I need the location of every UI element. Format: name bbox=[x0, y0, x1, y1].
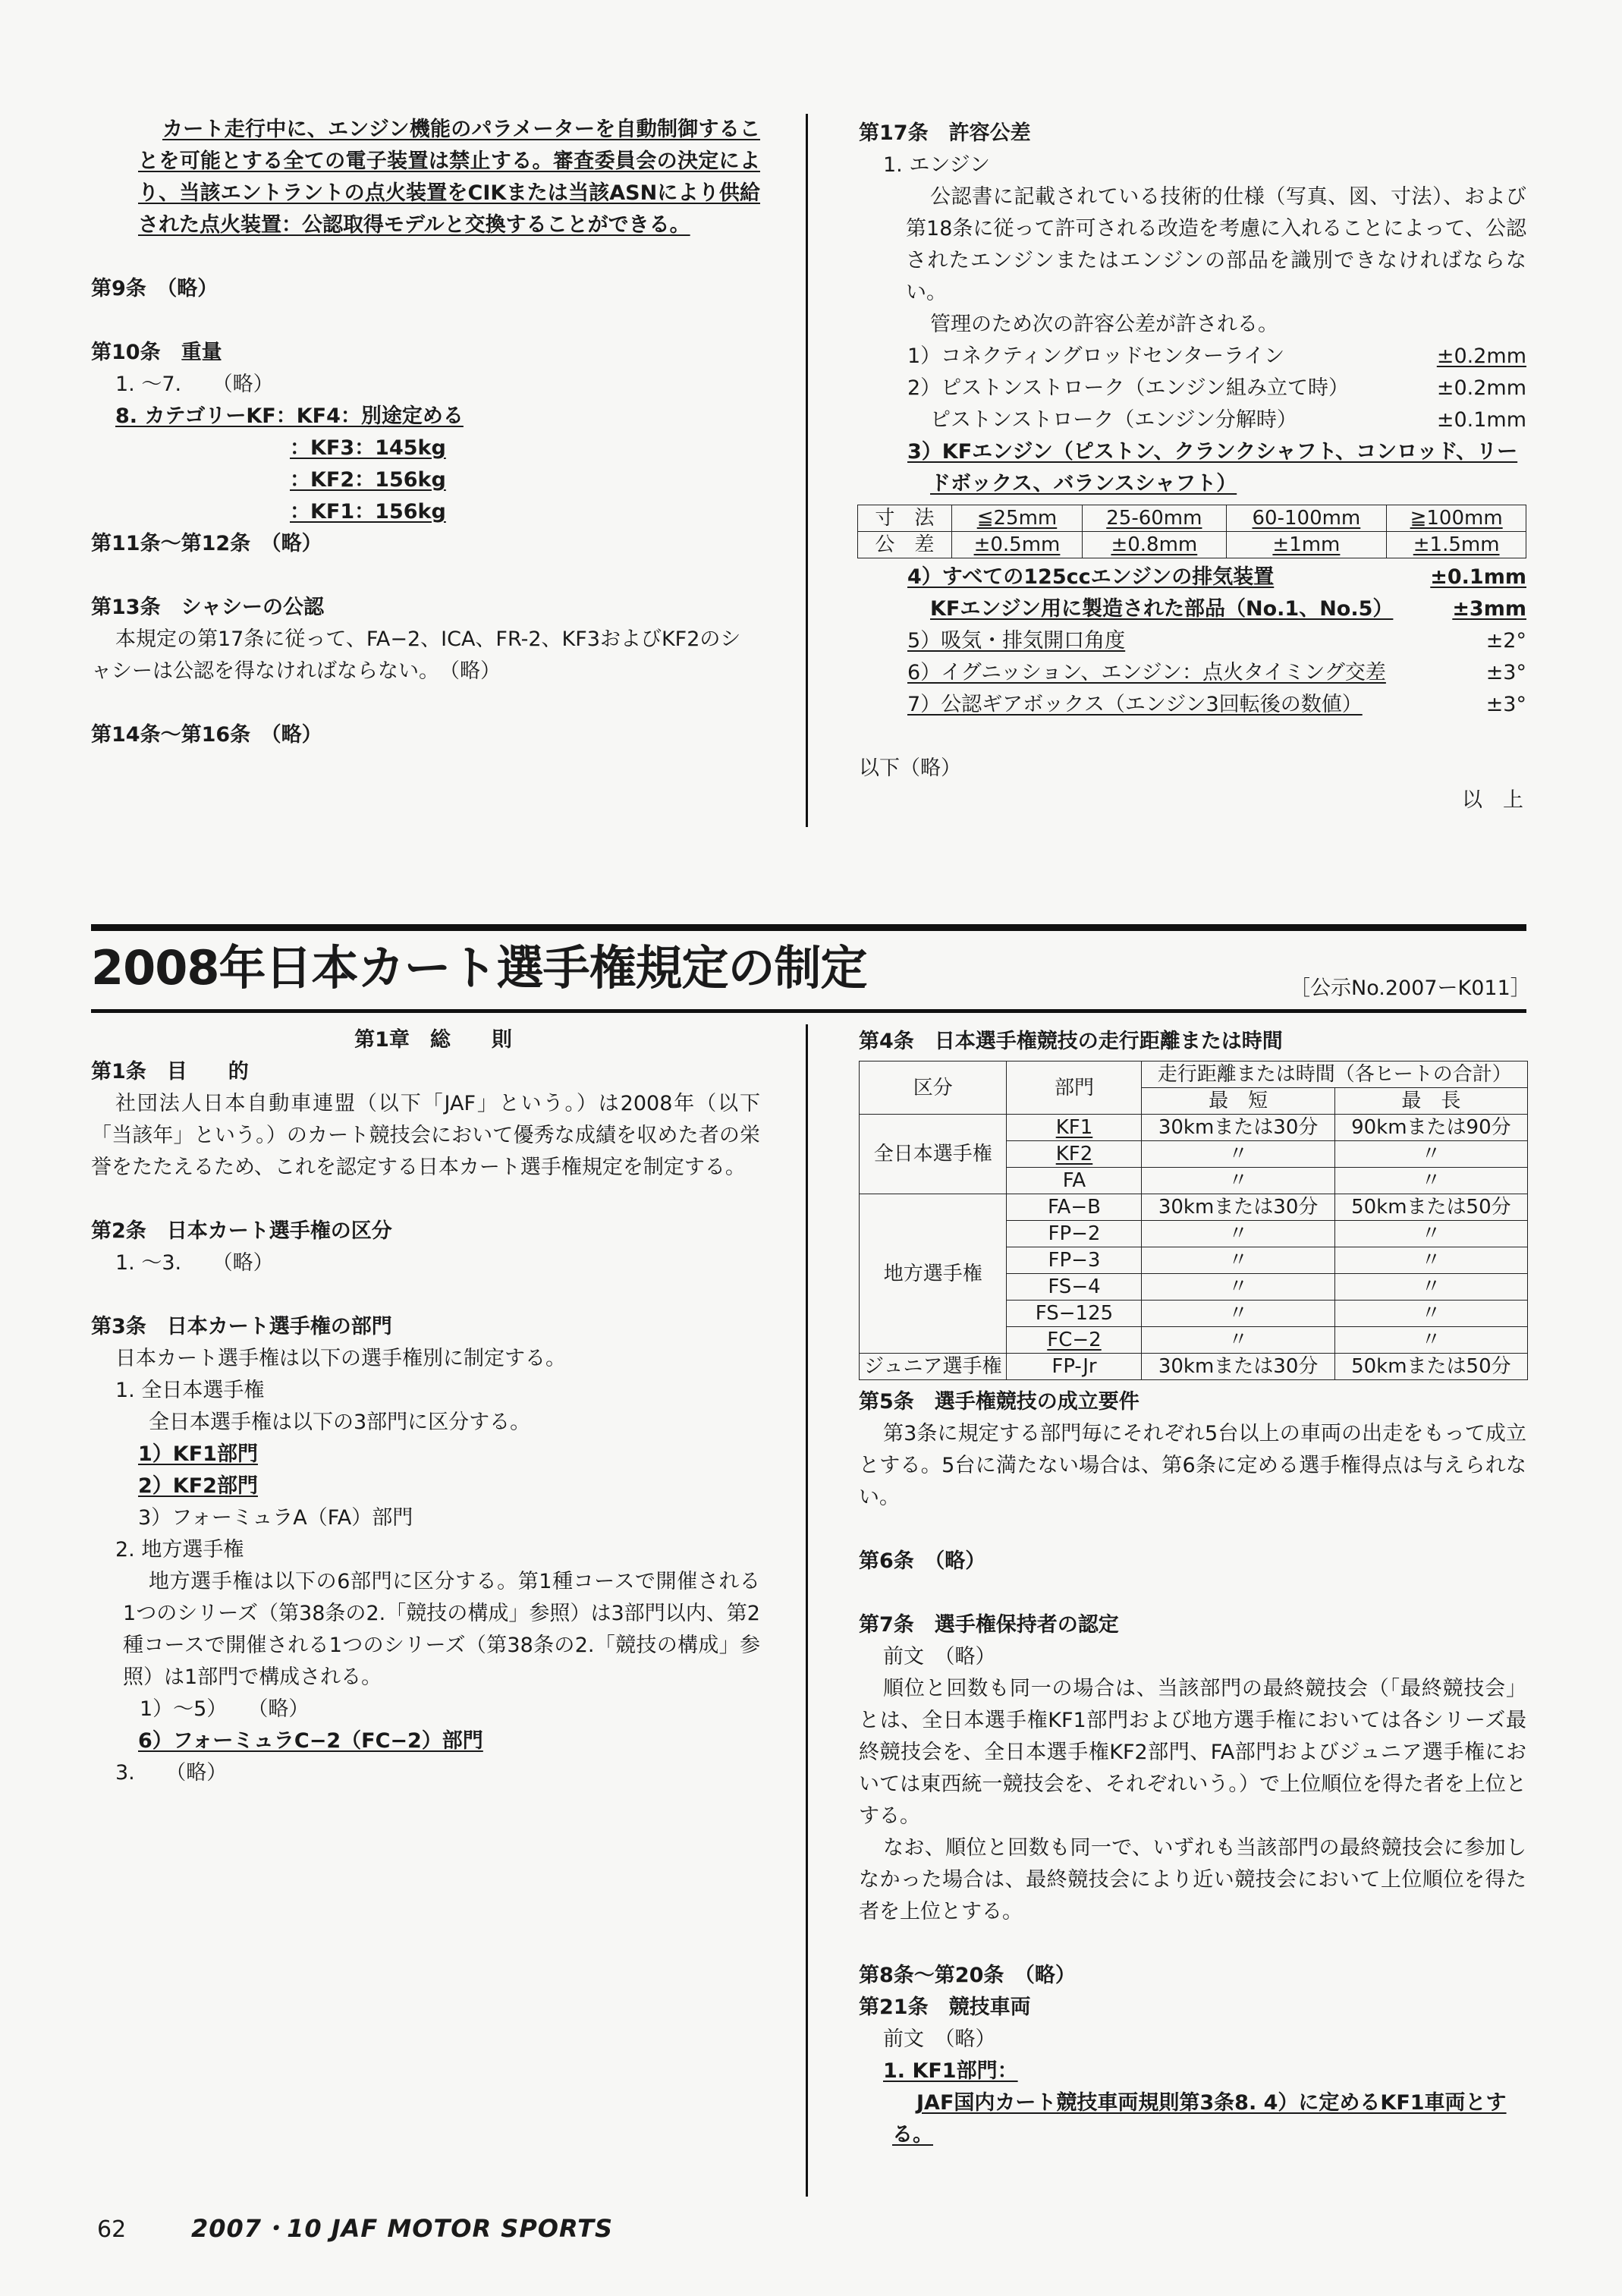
table-cell-value: 〃 bbox=[1334, 1301, 1527, 1327]
table-cell-value: 〃 bbox=[1334, 1247, 1527, 1274]
table-header: 最 長 bbox=[1334, 1088, 1527, 1115]
tolerance-row: ピストンストローク（エンジン分解時） ±0.1mm bbox=[930, 408, 1526, 432]
paragraph: 第3条に規定する部門毎にそれぞれ5台以上の車両の出走をもって成立とする。5台に満たない場合は、第6条に定める選手権得点は与えられない。 bbox=[859, 1422, 1526, 1509]
paragraph: 全日本選手権は以下の3部門に区分する。 bbox=[149, 1411, 531, 1434]
table-cell-dept: FP−2 bbox=[1007, 1221, 1142, 1247]
article-heading: 第7条 選手権保持者の認定 bbox=[859, 1613, 1119, 1637]
list-item: 1）KF1部門 bbox=[138, 1442, 258, 1466]
table-cell-value: 〃 bbox=[1142, 1327, 1334, 1354]
paragraph: 社団法人日本自動車連盟（以下「JAF」という。）は2008年（以下「当該年」という。）のカート競技会において優秀な成績を収めた者の栄誉をたたえるため、これを認定する日本カート選手権規定を制定する。 bbox=[91, 1092, 760, 1179]
dimension-tolerance-table: 寸 法 ≦25mm 25-60mm 60-100mm ≧100mm 公 差 ±0.5mm ±0.8mm ±1mm ±1.5mm bbox=[857, 505, 1526, 558]
list-item: ：KF2：156kg bbox=[290, 468, 446, 492]
paragraph: JAF国内カート競技車両規則第3条8. 4）に定めるKF1車両とする。 bbox=[892, 2091, 1507, 2147]
table-cell-value: 〃 bbox=[1334, 1274, 1527, 1301]
list-item: 1. ～3. （略） bbox=[115, 1251, 274, 1275]
table-cell-dept: KF2 bbox=[1007, 1141, 1142, 1168]
article-heading: 第3条 日本カート選手権の部門 bbox=[91, 1315, 392, 1338]
paragraph: 以下（略） bbox=[859, 756, 961, 780]
article-heading: 第9条 （略） bbox=[91, 277, 218, 300]
list-item: 8. カテゴリーKF：KF4：別途定める bbox=[115, 404, 464, 428]
table-cell-value: 90kmまたは90分 bbox=[1334, 1115, 1527, 1141]
table-cell-value: 30kmまたは30分 bbox=[1142, 1194, 1334, 1221]
table-header: 区分 bbox=[860, 1062, 1007, 1115]
table-cell-dept: FS−4 bbox=[1007, 1274, 1142, 1301]
table-row bbox=[860, 1115, 1528, 1141]
list-item: ：KF3：145kg bbox=[290, 436, 446, 460]
tolerance-row: 4）すべての125ccエンジンの排気装置 ±0.1mm bbox=[907, 565, 1526, 589]
paragraph: 本規定の第17条に従って、FA−2、ICA、FR-2、KF3およびKF2のシャシーは公認を得なければならない。 （略） bbox=[91, 627, 741, 683]
article-heading: 第13条 シャシーの公認 bbox=[91, 596, 325, 619]
article-heading: 第2条 日本カート選手権の区分 bbox=[91, 1219, 392, 1243]
table-cell-value: 〃 bbox=[1142, 1247, 1334, 1274]
table-cell-value: 50kmまたは50分 bbox=[1334, 1194, 1527, 1221]
table-cell-dept: FA−B bbox=[1007, 1194, 1142, 1221]
table-cell-dept: FC−2 bbox=[1007, 1327, 1142, 1354]
table-row bbox=[860, 1354, 1528, 1380]
paragraph: 管理のため次の許容公差が許される。 bbox=[930, 313, 1278, 336]
table-cell-value: 50kmまたは50分 bbox=[1334, 1354, 1527, 1380]
tolerance-row: 2）ピストンストローク（エンジン組み立て時） ±0.2mm bbox=[907, 376, 1526, 400]
table-cell-value: 〃 bbox=[1334, 1327, 1527, 1354]
tolerance-row: 7）公認ギアボックス（エンジン3回転後の数値） ±3° bbox=[907, 693, 1526, 716]
table-cell-class: 全日本選手権 bbox=[860, 1115, 1007, 1194]
article-heading: 第14条～第16条 （略） bbox=[91, 723, 322, 747]
list-item: 1. エンジン bbox=[883, 153, 990, 177]
chapter-heading: 第1章 総 則 bbox=[354, 1028, 512, 1052]
title-rule-top bbox=[91, 924, 1526, 931]
race-distance-table bbox=[859, 1061, 1528, 1380]
article-heading: 第4条 日本選手権競技の走行距離または時間 bbox=[859, 1030, 1283, 1053]
list-item: 2. 地方選手権 bbox=[115, 1538, 244, 1562]
table-cell-value: 〃 bbox=[1334, 1168, 1527, 1194]
table-cell-value: 〃 bbox=[1334, 1141, 1527, 1168]
table-header: 部門 bbox=[1007, 1062, 1142, 1115]
article-heading: 第11条～第12条 （略） bbox=[91, 532, 322, 555]
closing-mark: 以 上 bbox=[1462, 788, 1523, 812]
list-item: 3）フォーミュラA（FA）部門 bbox=[138, 1506, 413, 1530]
bottom-left-column bbox=[91, 1024, 760, 1789]
top-right-column bbox=[859, 118, 1526, 816]
table-cell-value: 〃 bbox=[1142, 1221, 1334, 1247]
table-header: 走行距離または時間（各ヒートの合計） bbox=[1142, 1062, 1528, 1088]
article-heading: 第21条 競技車両 bbox=[859, 1996, 1031, 2019]
tolerance-row: 5）吸気・排気開口角度 ±2° bbox=[907, 629, 1526, 653]
list-item: 1）～5） （略） bbox=[140, 1697, 310, 1721]
page-number: 62 bbox=[97, 2216, 127, 2243]
table-cell-value: 〃 bbox=[1334, 1221, 1527, 1247]
column-divider bbox=[806, 114, 808, 827]
article-heading: 第5条 選手権競技の成立要件 bbox=[859, 1390, 1139, 1414]
page-title: 2008年日本カート選手権規定の制定 bbox=[91, 940, 867, 995]
table-cell-dept: FS−125 bbox=[1007, 1301, 1142, 1327]
table-row bbox=[860, 1194, 1528, 1221]
bottom-right-column bbox=[859, 1026, 1526, 2151]
article-heading: 第8条～第20条 （略） bbox=[859, 1964, 1076, 1987]
magazine-footer: 2007・10 JAF MOTOR SPORTS bbox=[191, 2214, 614, 2243]
top-left-column bbox=[91, 114, 760, 751]
list-item: 6）フォーミュラC−2（FC−2）部門 bbox=[138, 1729, 483, 1753]
table-header: 最 短 bbox=[1142, 1088, 1334, 1115]
tolerance-row: KFエンジン用に製造された部品（No.1、No.5） ±3mm bbox=[930, 597, 1526, 621]
title-rule-bottom bbox=[91, 1009, 1526, 1013]
table-cell-value: 〃 bbox=[1142, 1141, 1334, 1168]
notice-number: ［公示No.2007ーK011］ bbox=[1290, 977, 1531, 1000]
list-item: 3. （略） bbox=[115, 1761, 228, 1785]
list-item: 1. ～7. （略） bbox=[115, 373, 274, 396]
paragraph: 前文 （略） bbox=[883, 2027, 996, 2051]
paragraph: 前文 （略） bbox=[883, 1645, 996, 1669]
table-cell-dept: KF1 bbox=[1007, 1115, 1142, 1141]
table-cell-value: 30kmまたは30分 bbox=[1142, 1115, 1334, 1141]
table-cell-dept: FP-Jr bbox=[1007, 1354, 1142, 1380]
table-cell-class: 地方選手権 bbox=[860, 1194, 1007, 1354]
paragraph: カート走行中に、エンジン機能のパラメーターを自動制御することを可能とする全ての電子装置は禁止する。審査委員会の決定により、当該エントラントの点火装置をCIKまたは当該ASNにより供給された点火装置：公認取得モデルと交換することができる。 bbox=[138, 118, 760, 237]
list-item: 2）KF2部門 bbox=[138, 1474, 258, 1498]
paragraph: なお、順位と回数も同一で、いずれも当該部門の最終競技会に参加しなかった場合は、最終競技会により近い競技会において上位順位を得た者を上位とする。 bbox=[859, 1836, 1526, 1923]
paragraph: 順位と回数も同一の場合は、当該部門の最終競技会（「最終競技会」とは、全日本選手権KF1部門および地方選手権においては各シリーズ最終競技会を、全日本選手権KF2部門、FA部門およびジュニア選手権においては東西統一競技会を、それぞれいう。）で上位順位を得た者を上位とする。 bbox=[859, 1677, 1526, 1828]
table-cell-value: 〃 bbox=[1142, 1301, 1334, 1327]
table-cell-class: ジュニア選手権 bbox=[860, 1354, 1007, 1380]
list-item: 3）KFエンジン（ピストン、クランクシャフト、コンロッド、リードボックス、バランスシャフト） bbox=[907, 440, 1518, 495]
paragraph: 地方選手権は以下の6部門に区分する。第1種コースで開催される1つのシリーズ（第38条の2.「競技の構成」参照）は3部門以内、第2種コースで開催される1つのシリーズ（第38条の2.「競技の構成」参照）は1部門で構成される。 bbox=[123, 1570, 760, 1689]
article-heading: 第17条 許容公差 bbox=[859, 121, 1031, 145]
list-item: 1. KF1部門： bbox=[883, 2059, 1018, 2083]
tolerance-row: 6）イグニッション、エンジン：点火タイミング交差 ±3° bbox=[907, 661, 1526, 684]
column-divider bbox=[806, 1024, 808, 2197]
article-heading: 第1条 目 的 bbox=[91, 1060, 249, 1084]
tolerance-row: 1）コネクティングロッドセンターライン ±0.2mm bbox=[907, 344, 1526, 368]
table-cell-dept: FA bbox=[1007, 1168, 1142, 1194]
table-cell-value: 〃 bbox=[1142, 1168, 1334, 1194]
table-cell-dept: FP−3 bbox=[1007, 1247, 1142, 1274]
list-item: 1. 全日本選手権 bbox=[115, 1379, 265, 1402]
list-item: ：KF1：156kg bbox=[290, 500, 446, 524]
paragraph: 公認書に記載されている技術的仕様（写真、図、寸法）、および第18条に従って許可される改造を考慮に入れることによって、公認されたエンジンまたはエンジンの部品を識別できなければならない。 bbox=[906, 185, 1526, 304]
paragraph: 日本カート選手権は以下の選手権別に制定する。 bbox=[115, 1347, 566, 1370]
article-heading: 第10条 重量 bbox=[91, 341, 222, 364]
table-cell-value: 30kmまたは30分 bbox=[1142, 1354, 1334, 1380]
table-cell-value: 〃 bbox=[1142, 1274, 1334, 1301]
article-heading: 第6条 （略） bbox=[859, 1549, 986, 1573]
